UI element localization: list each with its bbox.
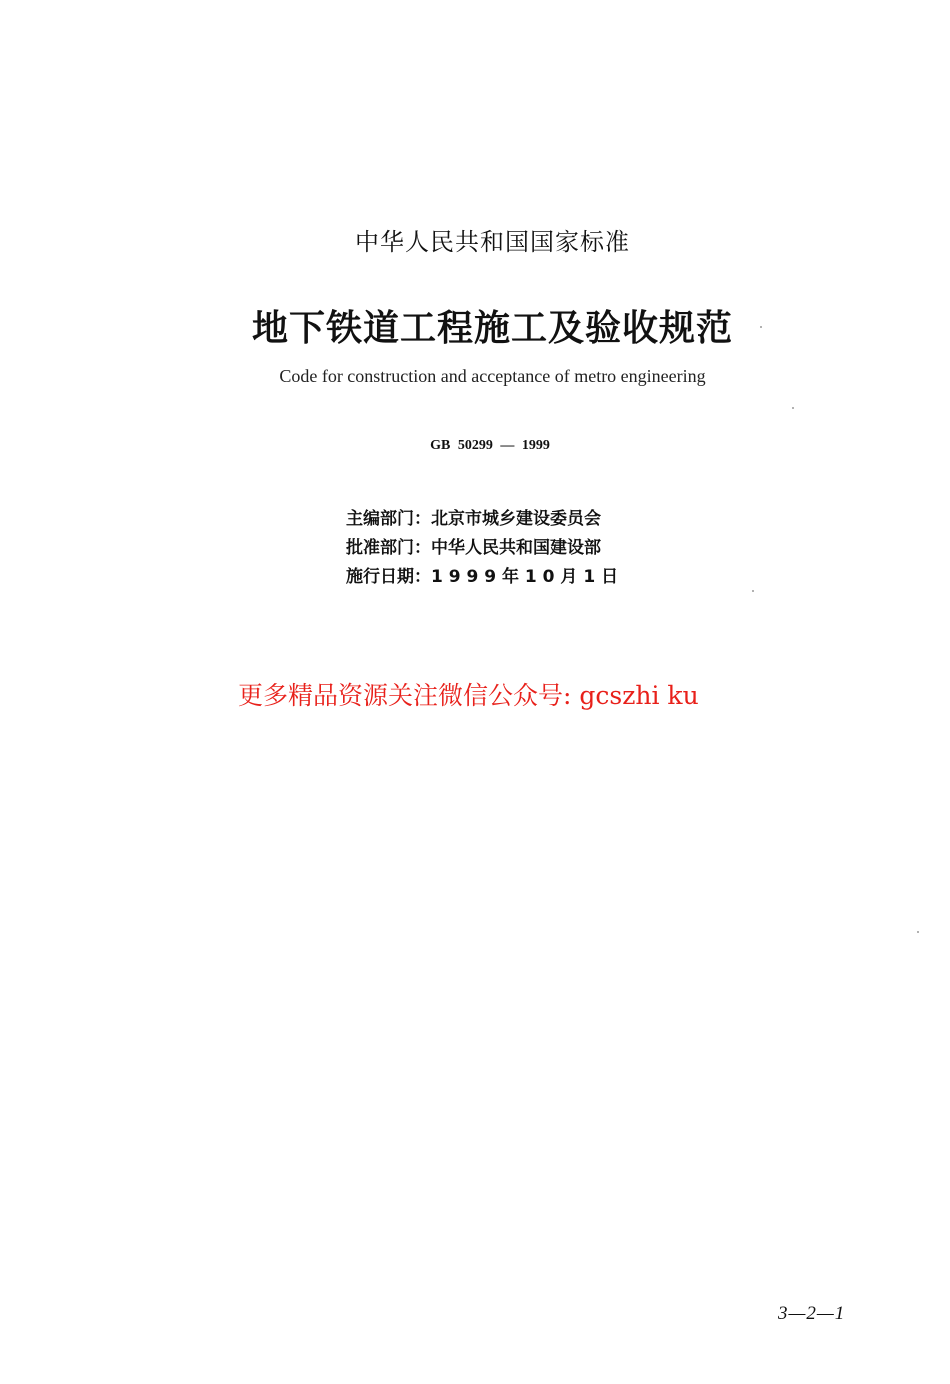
approving-department-label: 批准部门： <box>346 538 431 558</box>
document-title-english: Code for construction and acceptance of metro engineering <box>279 366 706 386</box>
page-number: 3—2—1 <box>778 1303 846 1324</box>
approving-department-row <box>346 534 618 563</box>
scan-speck <box>752 590 754 592</box>
publication-info <box>346 505 618 592</box>
document-title-chinese: 地下铁道工程施工及验收规范 <box>251 307 733 349</box>
scan-speck <box>792 407 794 409</box>
editing-department-label: 主编部门： <box>346 509 431 529</box>
effective-date-label: 施行日期： <box>346 567 431 587</box>
scan-speck <box>760 326 762 328</box>
national-standard-heading: 中华人民共和国国家标准 <box>355 228 630 256</box>
effective-date-value: 1 9 9 9 年 1 0 月 1 日 <box>431 567 619 587</box>
editing-department-row <box>346 505 618 534</box>
approving-department-value: 中华人民共和国建设部 <box>431 538 601 558</box>
editing-department-value: 北京市城乡建设委员会 <box>431 509 601 529</box>
scan-speck <box>917 931 919 933</box>
effective-date-row <box>346 563 618 592</box>
standard-number: GB 50299 — 1999 <box>430 438 550 453</box>
promo-notice: 更多精品资源关注微信公众号: gcszhi ku <box>238 681 699 710</box>
